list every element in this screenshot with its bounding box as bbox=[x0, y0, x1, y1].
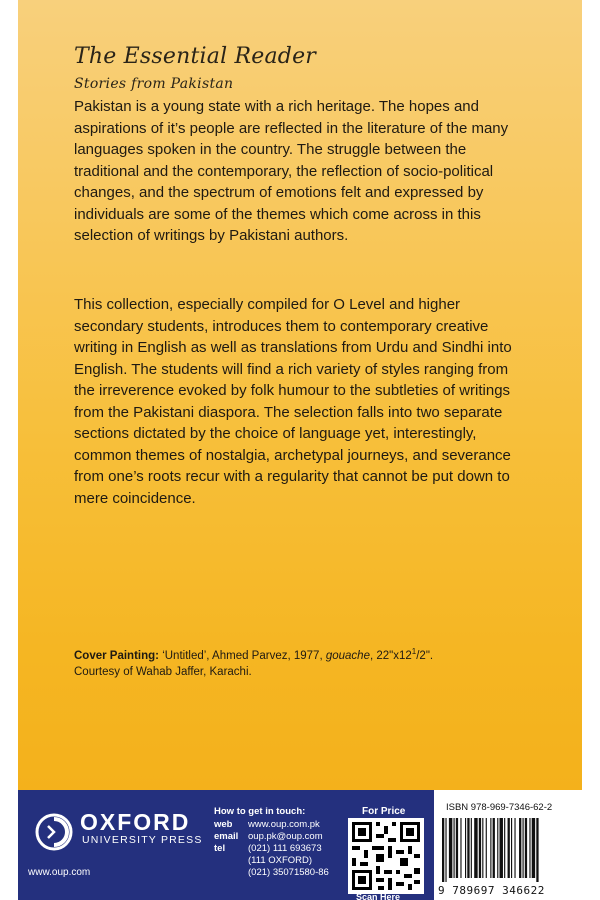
publisher-band bbox=[18, 790, 582, 900]
barcode-bar bbox=[523, 818, 524, 878]
contact-key: web bbox=[214, 819, 233, 830]
barcode-bar bbox=[442, 818, 444, 882]
barcode-bar bbox=[493, 818, 495, 878]
barcode-bar bbox=[467, 818, 469, 878]
credit-size: , 22"x12 bbox=[369, 649, 412, 662]
barcode-bar bbox=[456, 818, 458, 878]
barcode-bar bbox=[486, 818, 487, 878]
contact-row-email bbox=[214, 831, 323, 842]
contact-row-tel bbox=[214, 843, 322, 854]
oxford-logo-icon bbox=[34, 812, 74, 852]
barcode-bar bbox=[497, 818, 498, 878]
barcode-bar bbox=[454, 818, 455, 878]
contact-value: (111 OXFORD) bbox=[248, 855, 313, 866]
barcode-digits: 9 789697 346622 bbox=[438, 884, 545, 897]
contact-value[interactable]: www.oup.com.pk bbox=[248, 819, 320, 830]
barcode-bar bbox=[514, 818, 515, 878]
credit-courtesy: Courtesy of Wahab Jaffer, Karachi. bbox=[74, 665, 252, 678]
barcode-bar bbox=[511, 818, 512, 878]
barcode-bar bbox=[504, 818, 505, 878]
book-subtitle: Stories from Pakistan bbox=[74, 76, 234, 92]
contact-key: tel bbox=[214, 843, 226, 854]
barcode-bar bbox=[536, 818, 538, 882]
barcode-panel bbox=[434, 790, 582, 900]
barcode-bar bbox=[471, 818, 472, 878]
blurb-paragraph-1: Pakistan is a young state with a rich heritage. The hopes and aspirations of it’s people are reflected in the literature of the many languages spoken in the country. The struggle between the traditional and the contemporary, the reflection of socio-political changes, and the spectrum of emotions felt and expressed by individuals are some of the themes which come across in this selection of writings by Pakistani authors. bbox=[74, 98, 509, 244]
cover-credit bbox=[74, 644, 544, 680]
barcode-bar bbox=[490, 818, 491, 878]
credit-title: ‘Untitled’, Ahmed Parvez, 1977, bbox=[162, 649, 326, 662]
barcode-bar bbox=[532, 818, 535, 878]
barcode-bar bbox=[465, 818, 466, 878]
publisher-website[interactable]: www.oup.com bbox=[28, 867, 91, 878]
contact-row-web bbox=[214, 819, 320, 830]
credit-size-fraction: 1 bbox=[411, 647, 417, 656]
credit-size-end: /2". bbox=[416, 649, 434, 662]
contact-key: email bbox=[214, 831, 239, 842]
blurb-paragraph-2: This collection, especially compiled for O Level and higher secondary students, introduces them to contemporary creative writing in English as well as translations from Urdu and Sindhi into English. The students will find a rich variety of styles ranging from the irreverence evoked by folk humour to the subtleties of writings from the Pakistani diaspora. The selection falls into two separate sections dictated by the choice of language yet, interestingly, common themes of nostalgia, archetypal journeys, and severance from one’s roots recur with a regularity that cannot be put down to mere coincidence. bbox=[74, 296, 512, 507]
barcode-bar bbox=[525, 818, 527, 878]
scan-label: Scan Here bbox=[356, 892, 401, 900]
contact-heading: How to get in touch: bbox=[214, 806, 306, 817]
book-title: The Essential Reader bbox=[74, 44, 317, 69]
contact-value[interactable]: oup.pk@oup.com bbox=[248, 831, 323, 842]
barcode-bar bbox=[482, 818, 483, 878]
price-label: For Price bbox=[362, 806, 406, 817]
publisher-division: UNIVERSITY PRESS bbox=[82, 834, 203, 846]
barcode-bar bbox=[449, 818, 452, 878]
contact-value: (021) 111 693673 bbox=[248, 843, 322, 854]
publisher-name: OXFORD bbox=[80, 809, 191, 835]
barcode-bar bbox=[508, 818, 510, 878]
credit-label: Cover Painting: bbox=[74, 649, 159, 662]
credit-medium: gouache bbox=[325, 649, 370, 662]
barcode-icon bbox=[440, 818, 576, 882]
qr-code-container[interactable] bbox=[348, 818, 424, 894]
barcode-bar bbox=[529, 818, 530, 878]
contact-row-tel-alt bbox=[214, 855, 312, 866]
barcode-bar bbox=[460, 818, 461, 878]
barcode-bar bbox=[474, 818, 477, 878]
barcode-bar bbox=[500, 818, 503, 878]
isbn-text: ISBN 978-969-7346-62-2 bbox=[446, 802, 553, 813]
qr-code-icon bbox=[348, 818, 424, 894]
barcode-bar bbox=[445, 818, 446, 882]
contact-row-tel-2 bbox=[214, 867, 329, 878]
contact-value: (021) 35071580-86 bbox=[248, 867, 329, 878]
barcode-bar bbox=[519, 818, 521, 878]
barcode-bar bbox=[479, 818, 481, 878]
